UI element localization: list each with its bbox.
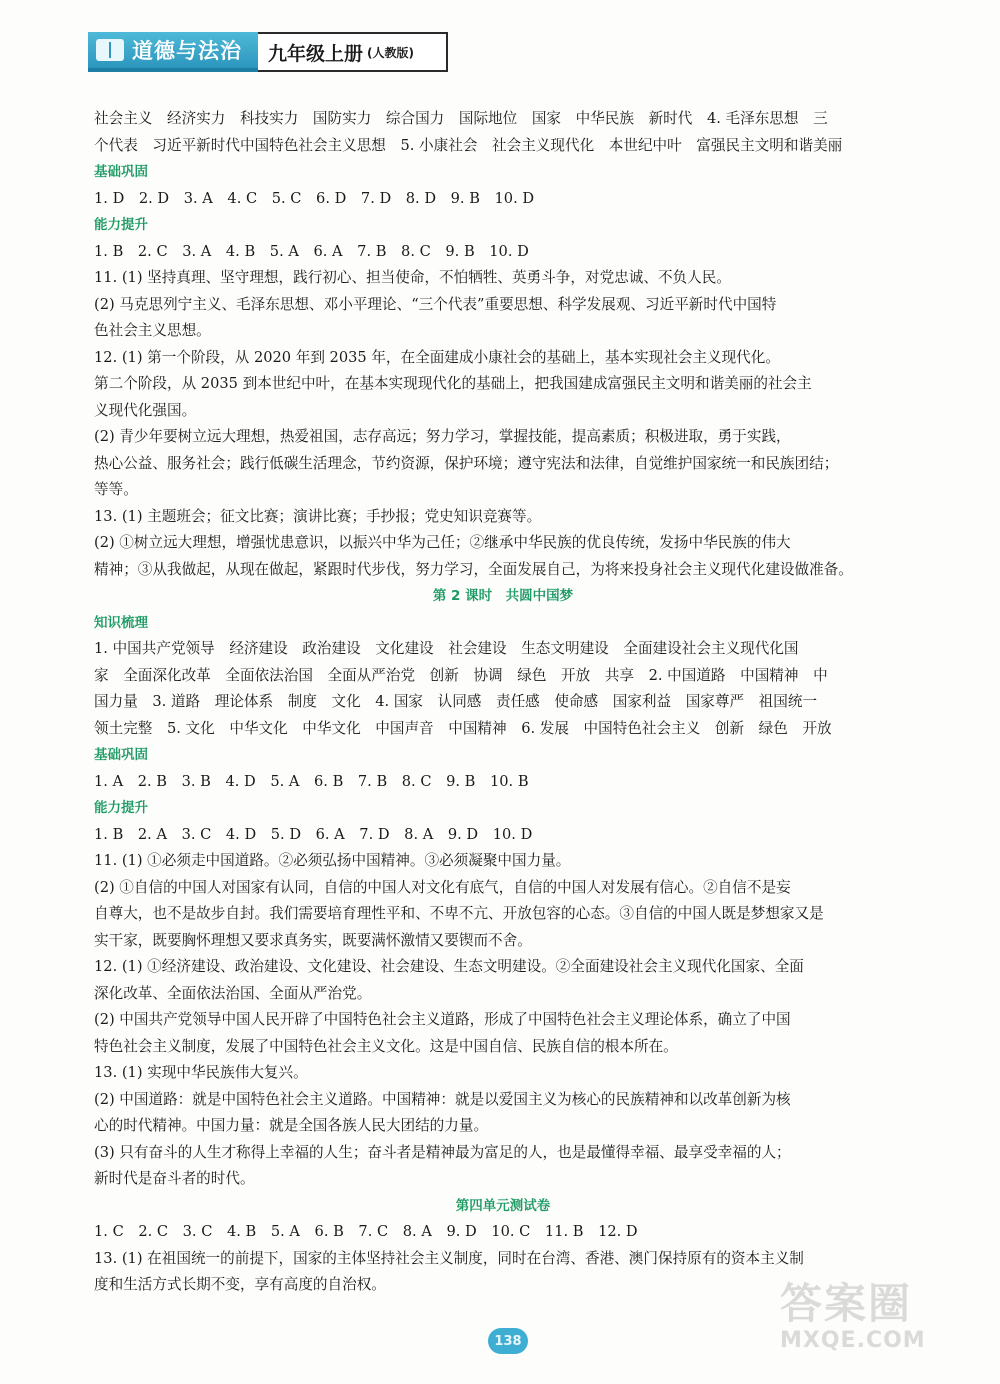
text-line: 1. A 2. B 3. B 4. D 5. A 6. B 7. B 8. C 9. B 10. B (94, 772, 529, 790)
chapter-title: 第四单元测试卷 (455, 1197, 551, 1214)
text-line: 11. (1) ①必须走中国道路。②必须弘扬中国精神。③必须凝聚中国力量。 (94, 852, 571, 869)
text-line: 社会主义 经济实力 科技实力 国防实力 综合国力 国际地位 国家 中华民族 新时代 4. 毛泽东思想 三 (94, 110, 828, 127)
subject-title: 道德与法治 (132, 39, 242, 63)
text-line: 心的时代精神。中国力量：就是全国各族人民大团结的力量。 (94, 1117, 489, 1134)
page-header (88, 32, 448, 72)
text-line: 领土完整 5. 文化 中华文化 中华文化 中国声音 中国精神 6. 发展 中国特色社会主义 创新 绿色 开放 (94, 719, 832, 737)
text-line: 国力量 3. 道路 理论体系 制度 文化 4. 国家 认同感 责任感 使命感 国家利益 国家尊严 祖国统一 (94, 693, 818, 710)
text-line: 个代表 习近平新时代中国特色社会主义思想 5. 小康社会 社会主义现代化 本世纪中叶 富强民主文明和谐美丽 (94, 136, 843, 154)
text-line: 12. (1) 第一个阶段，从 2020 年到 2035 年，在全面建成小康社会的基础上，基本实现社会主义现代化。 (94, 348, 780, 366)
section-heading: 知识梳理 (94, 614, 148, 631)
text-line: (2) ①自信的中国人对国家有认同，自信的中国人对文化有底气，自信的中国人对发展有信心。②自信不是妄 (94, 878, 791, 896)
text-line: 特色社会主义制度，发展了中国特色社会主义文化。这是中国自信、民族自信的根本所在。 (94, 1037, 678, 1055)
text-line: 色社会主义思想。 (94, 322, 211, 339)
text-line: (2) 马克思列宁主义、毛泽东思想、邓小平理论、“三个代表”重要思想、科学发展观、习近平新时代中国特 (94, 295, 777, 313)
text-line: 1. B 2. A 3. C 4. D 5. D 6. A 7. D 8. A 9. D 10. D (94, 825, 533, 843)
section-heading: 基础巩固 (94, 747, 148, 763)
text-line: 热心公益、服务社会；践行低碳生活理念，节约资源，保护环境；遵守宪法和法律，自觉维护国家统一和民族团结； (94, 454, 839, 472)
edition-text: (人教版) (367, 45, 414, 60)
text-line: (2) 中国共产党领导中国人民开辟了中国特色社会主义道路，形成了中国特色社会主义理论体系，确立了中国 (94, 1011, 791, 1028)
text-line: 精神；③从我做起，从现在做起，紧跟时代步伐，努力学习，全面发展自己，为将来投身社会主义现代化建设做准备。 (94, 560, 853, 578)
text-line: 实干家，既要胸怀理想又要求真务实，既要满怀激情又要锲而不舍。 (94, 931, 532, 949)
text-line: 新时代是奋斗者的时代。 (94, 1170, 255, 1187)
text-line: 13. (1) 主题班会；征文比赛；演讲比赛；手抄报；党史知识竞赛等。 (94, 507, 542, 525)
text-line: 1. C 2. C 3. C 4. B 5. A 6. B 7. C 8. A 9. D 10. C 11. B 12. D (94, 1223, 638, 1240)
text-line: (2) 青少年要树立远大理想，热爱祖国，志存高远；努力学习，掌握技能，提高素质；积极进取，勇于实践， (94, 428, 791, 445)
section-heading: 能力提升 (94, 800, 148, 816)
text-line: 度和生活方式长期不变，享有高度的自治权。 (94, 1276, 386, 1293)
watermark-url: MXQE.COM (780, 1328, 926, 1353)
text-line: 1. D 2. D 3. A 4. C 5. C 6. D 7. D 8. D 9. B 10. D (94, 189, 535, 207)
text-line: 义现代化强国。 (94, 401, 197, 419)
section-heading: 能力提升 (94, 217, 148, 233)
watermark (780, 1280, 970, 1362)
text-line: (3) 只有奋斗的人生才称得上幸福的人生；奋斗者是精神最为富足的人，也是最懂得幸福、最享受幸福的人； (94, 1143, 791, 1161)
text-line: 深化改革、全面依法治国、全面从严治党。 (94, 984, 372, 1002)
answer-content (94, 106, 912, 1299)
text-line: 13. (1) 实现中华民族伟大复兴。 (94, 1064, 308, 1081)
text-line: 13. (1) 在祖国统一的前提下，国家的主体坚持社会主义制度，同时在台湾、香港、澳门保持原有的资本主义制 (94, 1249, 804, 1267)
text-line: 自尊大，也不是故步自封。我们需要培育理性平和、不卑不亢、开放包容的心态。③自信的中国人既是梦想家又是 (94, 905, 824, 922)
watermark-logo-text: 答案圈 (780, 1279, 913, 1328)
grade-text: 九年级上册 (268, 42, 364, 65)
text-line: (2) ①树立远大理想，增强忧患意识，以振兴中华为己任；②继承中华民族的优良传统，发扬中华民族的伟大 (94, 534, 791, 551)
text-line: 家 全面深化改革 全面依法治国 全面从严治党 创新 协调 绿色 开放 共享 2. 中国道路 中国精神 中 (94, 666, 828, 684)
page-number: 138 (488, 1328, 528, 1354)
text-line: 等等。 (94, 481, 138, 498)
text-line: 1. 中国共产党领导 经济建设 政治建设 文化建设 社会建设 生态文明建设 全面建设社会主义现代化国 (94, 640, 799, 657)
text-line: 1. B 2. C 3. A 4. B 5. A 6. A 7. B 8. C 9. B 10. D (94, 242, 529, 260)
section-heading: 基础巩固 (94, 164, 148, 180)
text-line: (2) 中国道路：就是中国特色社会主义道路。中国精神：就是以爱国主义为核心的民族精神和以改革创新为核 (94, 1090, 791, 1108)
text-line: 12. (1) ①经济建设、政治建设、文化建设、社会建设、生态文明建设。②全面建设社会主义现代化国家、全面 (94, 958, 804, 975)
book-icon (96, 39, 124, 61)
subject-banner (88, 32, 258, 72)
grade-label (258, 32, 448, 72)
chapter-title: 第 2 课时 共圆中国梦 (432, 588, 574, 604)
text-line: 11. (1) 坚持真理、坚守理想，践行初心、担当使命，不怕牺牲、英勇斗争，对党忠诚、不负人民。 (94, 269, 731, 286)
text-line: 第二个阶段，从 2035 到本世纪中叶，在基本实现现代化的基础上，把我国建成富强民主文明和谐美丽的社会主 (94, 375, 812, 392)
